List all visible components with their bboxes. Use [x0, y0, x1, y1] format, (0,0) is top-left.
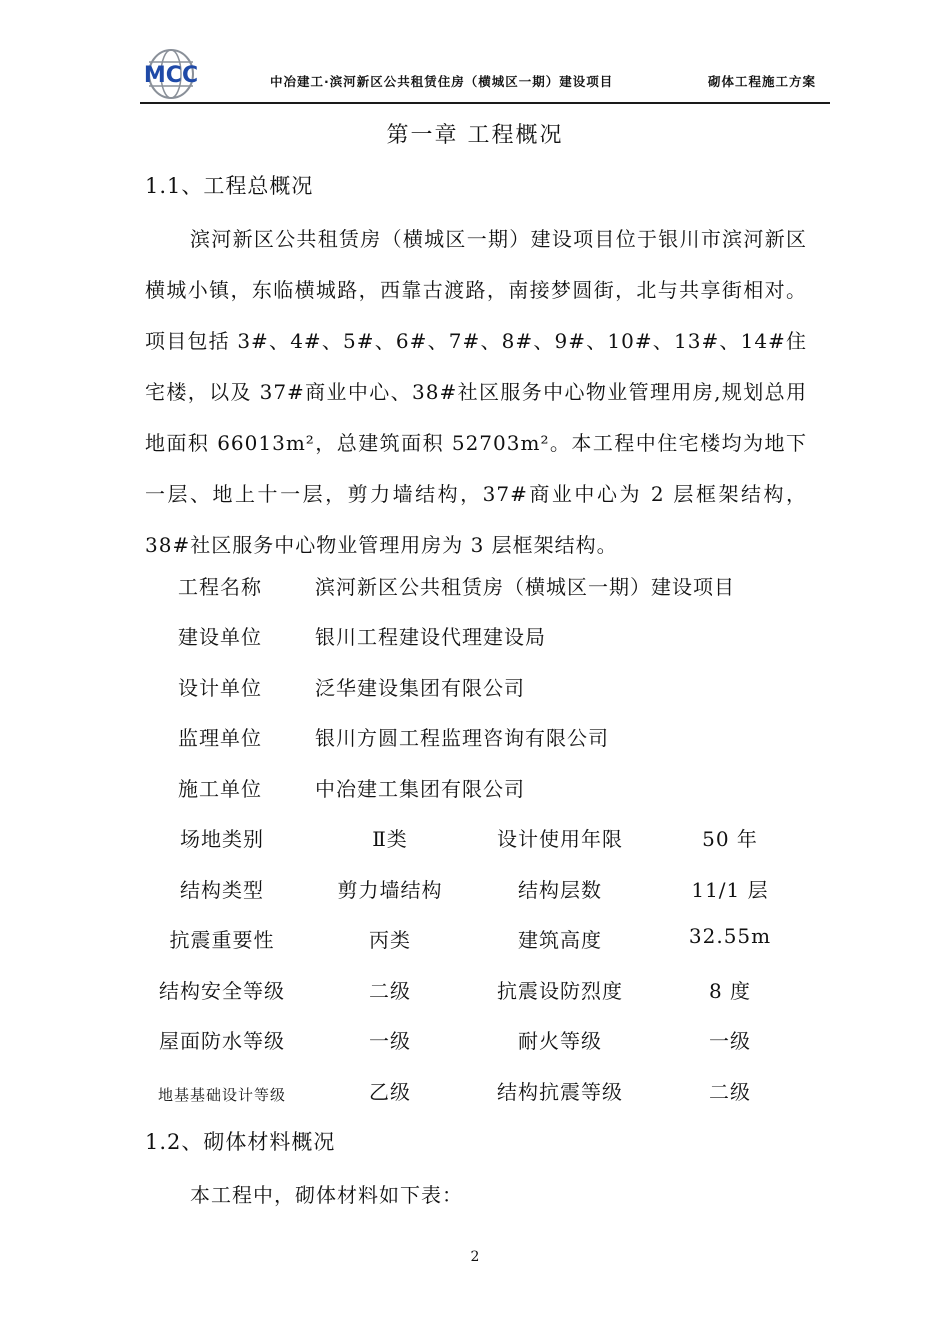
- param-value: Ⅱ类: [372, 827, 408, 851]
- param-label: 结构层数: [518, 878, 602, 902]
- param-label: 建筑高度: [518, 928, 602, 952]
- info-value: 泛华建设集团有限公司: [315, 676, 525, 700]
- param-value: 二级: [709, 1080, 751, 1104]
- info-row-supervisor: [0, 722, 950, 762]
- info-label: 设计单位: [178, 676, 262, 700]
- project-overview-paragraph: 滨河新区公共租赁房（横城区一期）建设项目位于银川市滨河新区横城小镇，东临横城路，西靠古渡路，南接梦圆街，北与共享街相对。项目包括 3#、4#、5#、6#、7#、8#、9#、10#、13#、14#住宅楼，以及 37#商业中心、38#社区服务中心物业管理用房,规划总用地面积 66013m²，总建筑面积 52703m²。本工程中住宅楼均为地下一层、地上十一层，剪力墙结构，37#商业中心为 2 层框架结构，38#社区服务中心物业管理用房为 3 层框架结构。: [145, 227, 807, 557]
- param-label: 设计使用年限: [497, 827, 623, 851]
- header-project-title: 中冶建工·滨河新区公共租赁住房（横城区一期）建设项目: [270, 74, 614, 89]
- section-heading-1-1: 1.1、工程总概况: [145, 174, 314, 198]
- info-row-project-name: [0, 571, 950, 611]
- param-row: [0, 874, 950, 914]
- info-value: 银川工程建设代理建设局: [315, 625, 546, 649]
- param-label: 耐火等级: [518, 1029, 602, 1053]
- param-label: 结构抗震等级: [497, 1080, 623, 1104]
- info-label: 工程名称: [178, 575, 262, 599]
- param-value: 一级: [369, 1029, 411, 1053]
- masonry-intro-line: 本工程中，砌体材料如下表：: [190, 1183, 463, 1207]
- param-label: 地基基础设计等级: [157, 1086, 287, 1104]
- param-value: 乙级: [369, 1080, 411, 1104]
- mcc-logo: [140, 46, 202, 102]
- param-value: 8 度: [708, 979, 752, 1003]
- param-value: 32.55m: [688, 924, 772, 948]
- param-label: 结构类型: [180, 878, 264, 902]
- param-label: 抗震设防烈度: [497, 979, 623, 1003]
- info-label: 施工单位: [178, 777, 262, 801]
- info-value: 中冶建工集团有限公司: [315, 777, 525, 801]
- info-value: 滨河新区公共租赁房（横城区一期）建设项目: [315, 575, 735, 599]
- param-label: 屋面防水等级: [159, 1029, 285, 1053]
- info-value: 银川方圆工程监理咨询有限公司: [315, 726, 609, 750]
- param-value: 50 年: [702, 827, 758, 851]
- info-row-contractor: [0, 773, 950, 813]
- header-divider: [140, 102, 830, 104]
- param-row: [0, 975, 950, 1015]
- param-value: 11/1 层: [691, 878, 769, 902]
- param-label: 结构安全等级: [159, 979, 285, 1003]
- page-number: 2: [470, 1249, 480, 1265]
- param-value: 一级: [709, 1029, 751, 1053]
- param-label: 抗震重要性: [169, 928, 275, 952]
- param-value: 二级: [369, 979, 411, 1003]
- logo-text: MCC: [143, 63, 199, 88]
- info-label: 建设单位: [178, 625, 262, 649]
- info-row-designer: [0, 672, 950, 712]
- info-label: 监理单位: [178, 726, 262, 750]
- mcc-logo-icon: [140, 46, 202, 102]
- param-row: [0, 1076, 950, 1116]
- param-value: 丙类: [369, 928, 411, 952]
- param-label: 场地类别: [180, 827, 264, 851]
- param-row: [0, 924, 950, 964]
- header-document-title: 砌体工程施工方案: [708, 74, 817, 89]
- param-row: [0, 1025, 950, 1065]
- param-row: [0, 823, 950, 863]
- param-value: 剪力墙结构: [337, 878, 443, 902]
- chapter-title: 第一章 工程概况: [386, 123, 564, 148]
- info-row-owner: [0, 621, 950, 661]
- section-heading-1-2: 1.2、砌体材料概况: [145, 1130, 336, 1154]
